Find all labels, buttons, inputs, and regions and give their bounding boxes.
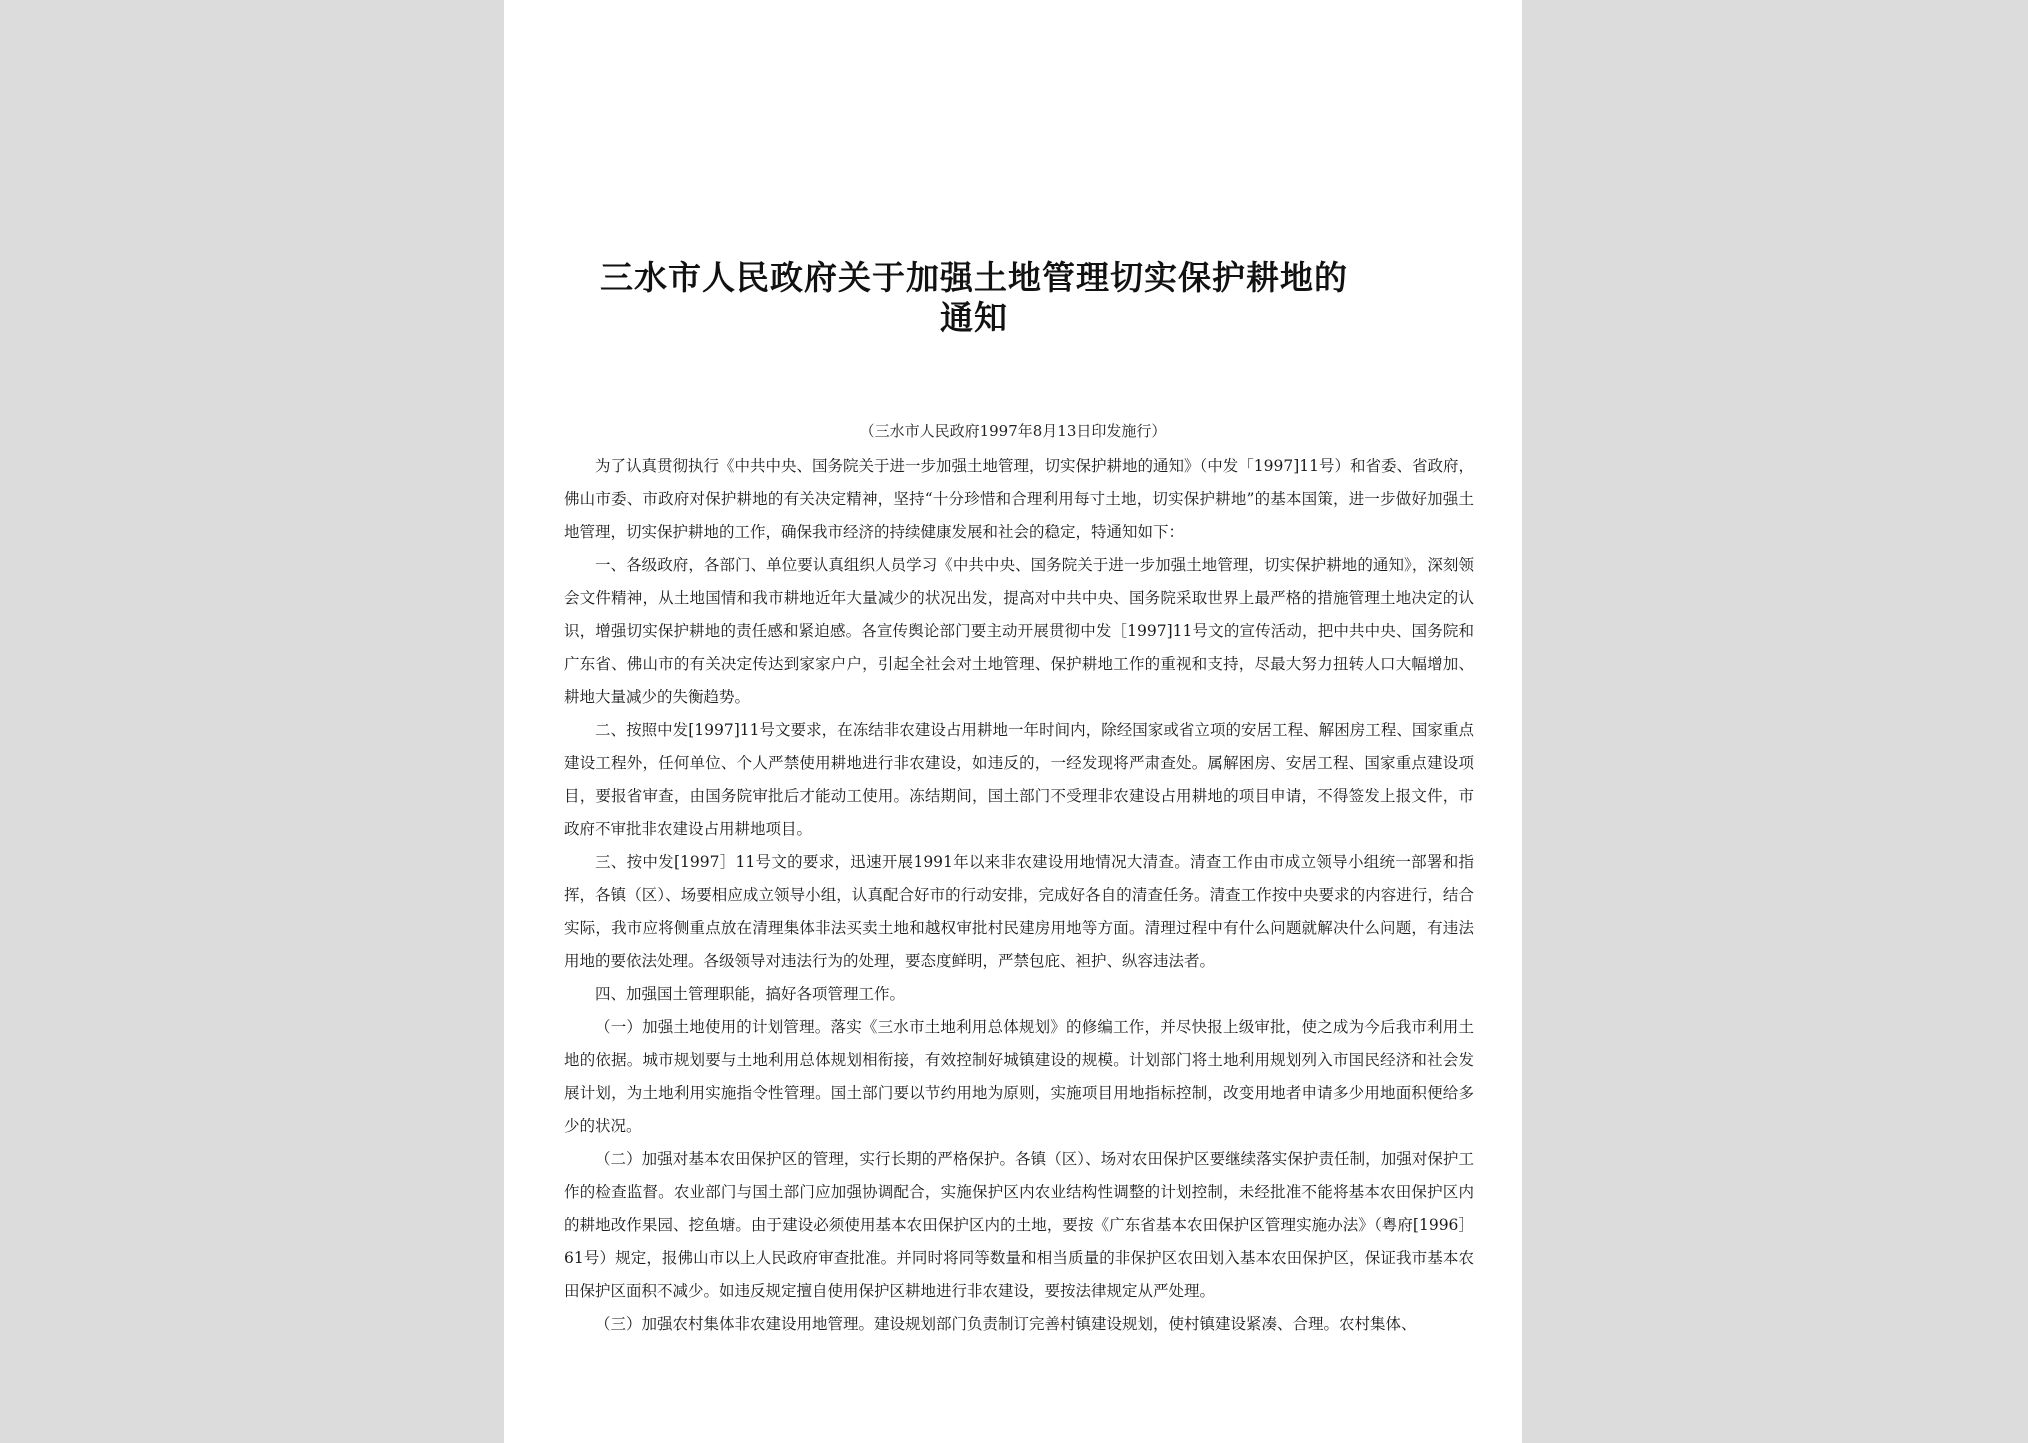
body-paragraph-2: 二、按照中发[1997]11号文要求，在冻结非农建设占用耕地一年时间内，除经国家或省立项的安居工程、解困房工程、国家重点建设工程外，任何单位、个人严禁使用耕地进行非农建设，如违反的，一经发现将严肃查处。属解困房、安居工程、国家重点建设项目，要报省审查，由国务院审批后才能动工使用。冻结期间，国土部门不受理非农建设占用耕地的项目申请，不得签发上报文件，市政府不审批非农建设占用耕地项目。 bbox=[564, 721, 1474, 838]
issue-note: （三水市人民政府1997年8月13日印发施行） bbox=[859, 422, 1167, 440]
body-paragraph-1: 一、各级政府，各部门、单位要认真组织人员学习《中共中央、国务院关于进一步加强土地管理，切实保护耕地的通知》，深刻领会文件精神，从土地国情和我市耕地近年大量减少的状况出发，提高对中共中央、国务院采取世界上最严格的措施管理土地决定的认识，增强切实保护耕地的责任感和紧迫感。各宣传舆论部门要主动开展贯彻中发［1997]11号文的宣传活动，把中共中央、国务院和广东省、佛山市的有关决定传达到家家户户，引起全社会对土地管理、保护耕地工作的重视和支持，尽最大努力扭转人口大幅增加、耕地大量减少的失衡趋势。 bbox=[564, 556, 1474, 706]
body-paragraph-4-3: （三）加强农村集体非农建设用地管理。建设规划部门负责制订完善村镇建设规划，使村镇建设紧凑、合理。农村集体、 bbox=[595, 1315, 1417, 1333]
body-paragraph-3: 三、按中发[1997］11号文的要求，迅速开展1991年以来非农建设用地情况大清查。清查工作由市成立领导小组统一部署和指挥，各镇（区）、场要相应成立领导小组，认真配合好市的行动安排，完成好各自的清查任务。清查工作按中央要求的内容进行，结合实际，我市应将侧重点放在清理集体非法买卖土地和越权审批村民建房用地等方面。清理过程中有什么问题就解决什么问题，有违法用地的要依法处理。各级领导对违法行为的处理，要态度鲜明，严禁包庇、袒护、纵容违法者。 bbox=[564, 853, 1474, 970]
document-body bbox=[564, 450, 1474, 1341]
document-page bbox=[504, 0, 1522, 1443]
body-paragraph-intro: 为了认真贯彻执行《中共中央、国务院关于进一步加强土地管理，切实保护耕地的通知》（中发「1997]11号）和省委、省政府，佛山市委、市政府对保护耕地的有关决定精神，坚持“十分珍惜和合理利用每寸土地，切实保护耕地”的基本国策，进一步做好加强土地管理，切实保护耕地的工作，确保我市经济的持续健康发展和社会的稳定，特通知如下： bbox=[564, 457, 1474, 541]
body-paragraph-4-2: （二）加强对基本农田保护区的管理，实行长期的严格保护。各镇（区）、场对农田保护区要继续落实保护责任制，加强对保护工作的检查监督。农业部门与国土部门应加强协调配合，实施保护区内农业结构性调整的计划控制，未经批准不能将基本农田保护区内的耕地改作果园、挖鱼塘。由于建设必须使用基本农田保护区内的土地，要按《广东省基本农田保护区管理实施办法》（粤府[1996］61号）规定，报佛山市以上人民政府审查批准。并同时将同等数量和相当质量的非保护区农田划入基本农田保护区，保证我市基本农田保护区面积不减少。如违反规定擅自使用保护区耕地进行非农建设，要按法律规定从严处理。 bbox=[564, 1150, 1474, 1300]
body-paragraph-4: 四、加强国土管理职能，搞好各项管理工作。 bbox=[595, 985, 906, 1003]
document-title: 三水市人民政府关于加强土地管理切实保护耕地的通知 bbox=[600, 258, 1348, 337]
body-paragraph-4-1: （一）加强土地使用的计划管理。落实《三水市土地利用总体规划》的修编工作，并尽快报上级审批，使之成为今后我市利用土地的依据。城市规划要与土地利用总体规划相衔接，有效控制好城镇建设的规模。计划部门将土地利用规划列入市国民经济和社会发展计划，为土地利用实施指令性管理。国土部门要以节约用地为原则，实施项目用地指标控制，改变用地者申请多少用地面积便给多少的状况。 bbox=[564, 1018, 1474, 1135]
